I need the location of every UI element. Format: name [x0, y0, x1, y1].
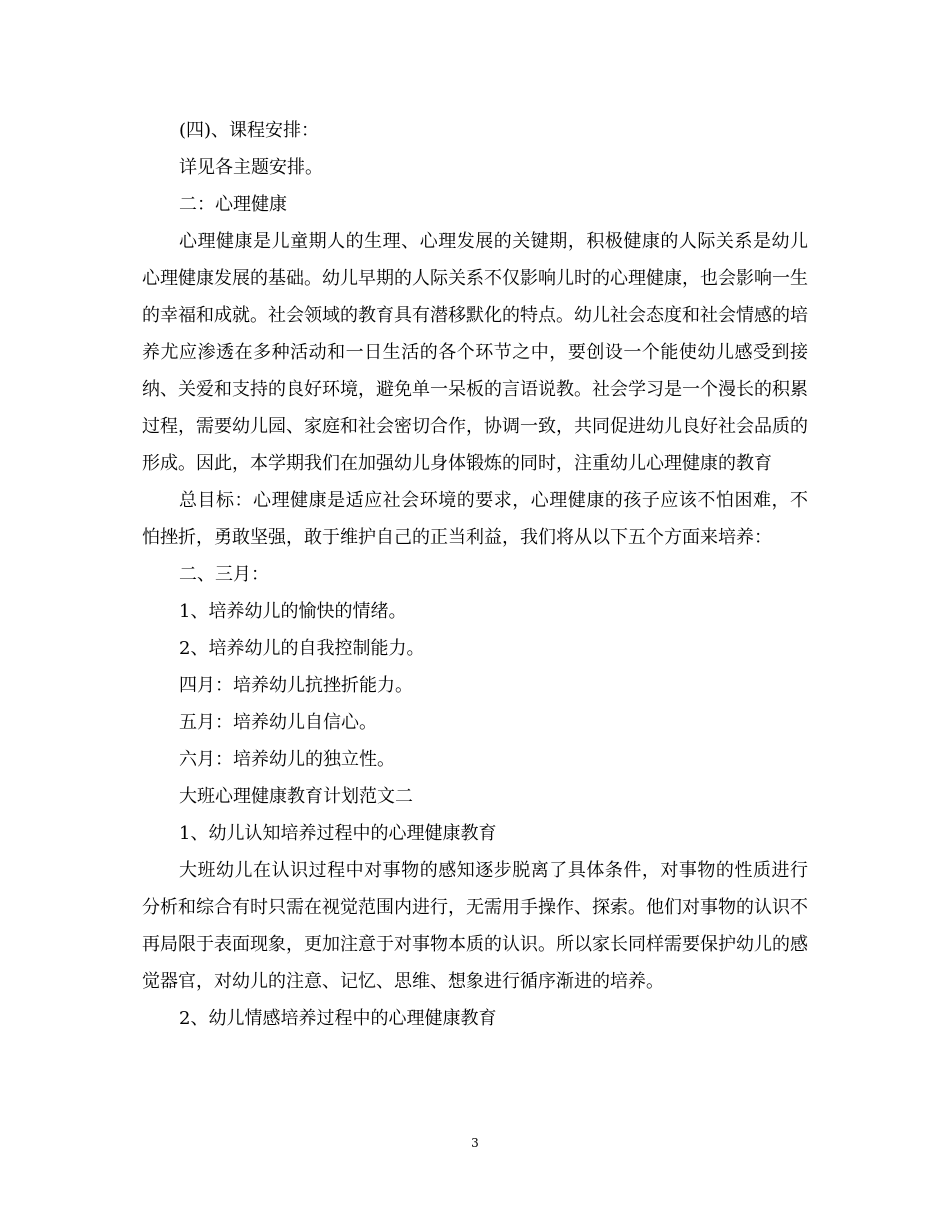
paragraph-overall-goal: 总目标：心理健康是适应社会环境的要求，心理健康的孩子应该不怕困难，不怕挫折，勇敢坚强，敢于维护自己的正当利益，我们将从以下五个方面来培养：: [142, 490, 808, 548]
page-number: 3: [471, 1136, 479, 1150]
paragraph-item-2: 2、培养幼儿的自我控制能力。: [179, 638, 425, 659]
paragraph-mental-health-heading: 二：心理健康: [179, 194, 287, 215]
paragraph-course-schedule-heading: (四)、课程安排：: [179, 120, 320, 141]
document-body: [142, 112, 808, 1037]
paragraph-june: 六月：培养幼儿的独立性。: [179, 749, 395, 770]
paragraph-plan-two-title: 大班心理健康教育计划范文二: [179, 786, 413, 807]
paragraph-mental-health-intro: 心理健康是儿童期人的生理、心理发展的关键期，积极健康的人际关系是幼儿心理健康发展的基础。幼儿早期的人际关系不仅影响儿时的心理健康，也会影响一生的幸福和成就。社会领域的教育具有潜移默化的特点。幼儿社会态度和社会情感的培养尤应渗透在多种活动和一日生活的各个环节之中，要创设一个能使幼儿感受到接纳、关爱和支持的良好环境，避免单一呆板的言语说教。社会学习是一个漫长的积累过程，需要幼儿园、家庭和社会密切合作，协调一致，共同促进幼儿良好社会品质的形成。因此，本学期我们在加强幼儿身体锻炼的同时，注重幼儿心理健康的教育: [142, 231, 808, 474]
paragraph-feb-march: 二、三月：: [179, 564, 269, 585]
paragraph-see-themes: 详见各主题安排。: [179, 157, 323, 178]
paragraph-april: 四月：培养幼儿抗挫折能力。: [179, 675, 413, 696]
paragraph-item-1: 1、培养幼儿的愉快的情绪。: [179, 601, 407, 622]
paragraph-may: 五月：培养幼儿自信心。: [179, 712, 377, 733]
paragraph-cognition-body: 大班幼儿在认识过程中对事物的感知逐步脱离了具体条件，对事物的性质进行分析和综合有时只需在视觉范围内进行，无需用手操作、探索。他们对事物的认识不再局限于表面现象，更加注意于对事物本质的认识。所以家长同样需要保护幼儿的感觉器官，对幼儿的注意、记忆、思维、想象进行循序渐进的培养。: [142, 860, 808, 992]
paragraph-emotion-heading: 2、幼儿情感培养过程中的心理健康教育: [179, 1008, 497, 1029]
paragraph-cognition-heading: 1、幼儿认知培养过程中的心理健康教育: [179, 823, 497, 844]
